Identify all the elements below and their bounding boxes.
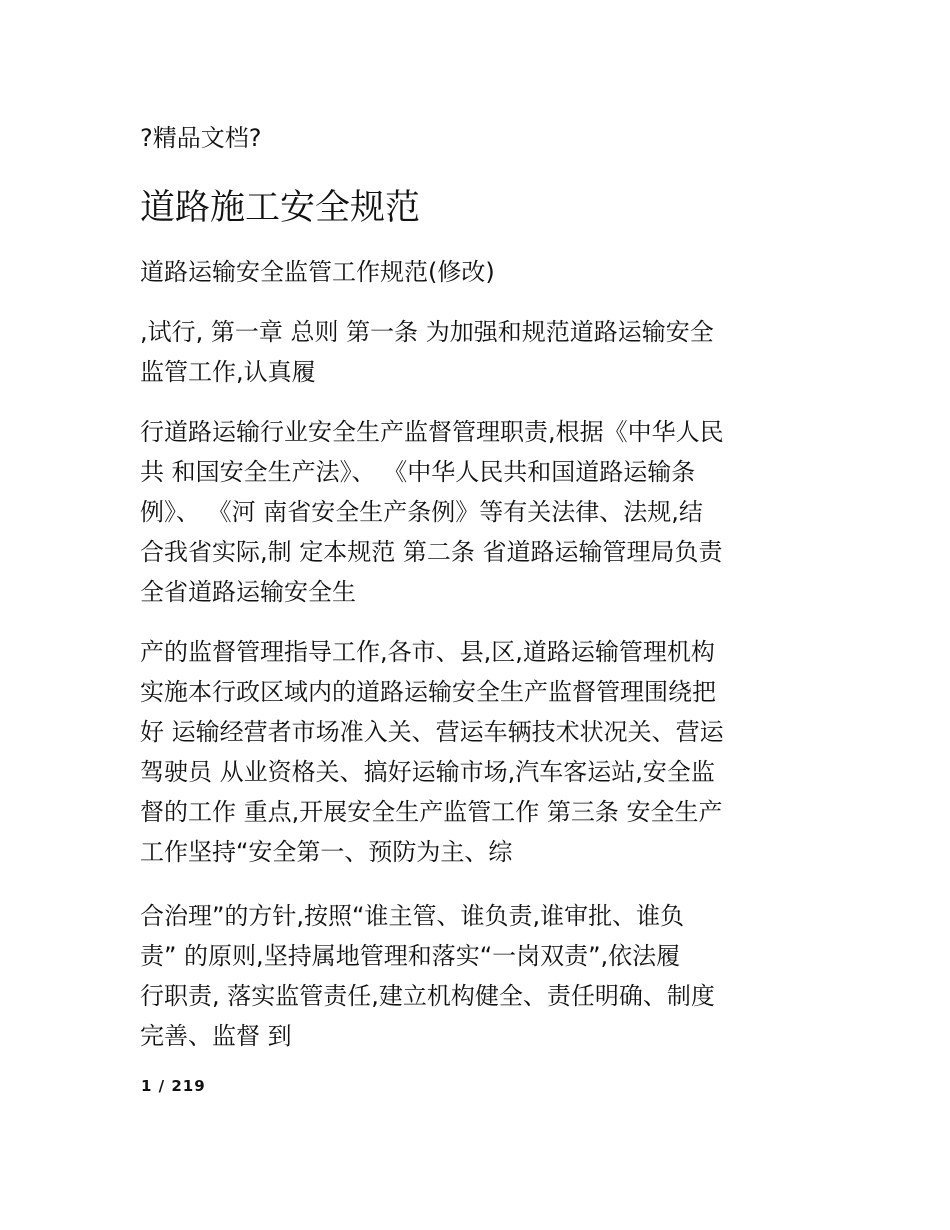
text-line: 例》、 《河 南省安全生产条例》等有关法律、法规,结	[140, 498, 703, 526]
page-number: 1 / 219	[141, 1077, 206, 1095]
text-line: 全省道路运输安全生	[140, 578, 356, 606]
text-line: 驾驶员 从业资格关、搞好运输市场,汽车客运站,安全监	[140, 758, 715, 786]
text-line: 完善、监督 到	[140, 1022, 292, 1050]
paragraph-4	[140, 896, 820, 1056]
paragraph-3	[140, 632, 820, 872]
document-subtitle: 道路运输安全监管工作规范(修改)	[140, 258, 495, 286]
document-title: 道路施工安全规范	[140, 188, 421, 228]
text-line: 责” 的原则,坚持属地管理和落实“一岗双责”,依法履	[140, 942, 681, 970]
text-line: 好 运输经营者市场准入关、营运车辆技术状况关、营运	[140, 718, 724, 746]
paragraph-1	[140, 312, 820, 392]
text-line: 行职责, 落实监管责任,建立机构健全、责任明确、制度	[140, 982, 715, 1010]
text-line: 监管工作,认真履	[140, 358, 316, 386]
text-line: 合我省实际,制 定本规范 第二条 省道路运输管理局负责	[140, 538, 723, 566]
text-line: ,试行, 第一章 总则 第一条 为加强和规范道路运输安全	[140, 318, 714, 346]
text-line: 实施本行政区域内的道路运输安全生产监督管理围绕把	[140, 678, 716, 706]
document-header: ?精品文档?	[140, 124, 262, 152]
text-line: 行道路运输行业安全生产监督管理职责,根据《中华人民	[140, 418, 724, 446]
text-line: 督的工作 重点,开展安全生产监管工作 第三条 安全生产	[140, 798, 723, 826]
text-line: 工作坚持“安全第一、预防为主、综	[140, 838, 513, 866]
text-line: 产的监督管理指导工作,各市、县,区,道路运输管理机构	[140, 638, 715, 666]
paragraph-2	[140, 412, 820, 612]
text-line: 合治理”的方针,按照“谁主管、谁负责,谁审批、谁负	[140, 902, 685, 930]
text-line: 共 和国安全生产法》、 《中华人民共和国道路运输条	[140, 458, 696, 486]
